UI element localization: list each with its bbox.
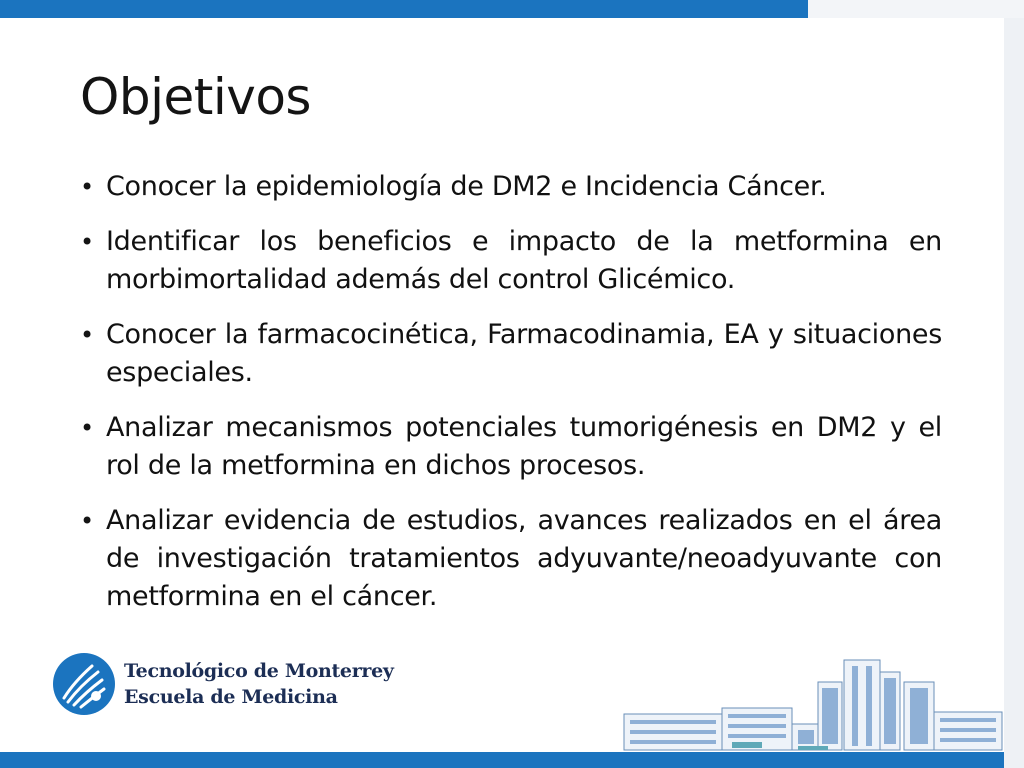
- bullet-item: • Conocer la farmacocinética, Farmacodinamia, EA y situaciones especiales.: [80, 316, 942, 392]
- bullet-item: • Analizar mecanismos potenciales tumorigénesis en DM2 y el rol de la metformina en dichos procesos.: [80, 409, 942, 485]
- tec-emblem-icon: [52, 652, 116, 716]
- bullet-item: • Conocer la epidemiología de DM2 e Incidencia Cáncer.: [80, 168, 942, 206]
- school-name: Escuela de Medicina: [124, 686, 338, 708]
- top-accent-bar: [0, 0, 808, 18]
- objectives-list: [80, 168, 942, 633]
- top-light-bar: [808, 0, 1024, 18]
- slide-title: Objetivos: [80, 68, 311, 126]
- bottom-accent-bar: [0, 752, 1004, 768]
- bullet-item: • Identificar los beneficios e impacto de la metformina en morbimortalidad además del control Glicémico.: [80, 223, 942, 299]
- institution-name: Tecnológico de Monterrey: [124, 660, 394, 682]
- campus-buildings-icon: [622, 652, 1004, 752]
- bullet-item: • Analizar evidencia de estudios, avances realizados en el área de investigación tratamientos adyuvante/neoadyuvante con metformina en el cáncer.: [80, 502, 942, 616]
- right-frame: [1004, 18, 1024, 768]
